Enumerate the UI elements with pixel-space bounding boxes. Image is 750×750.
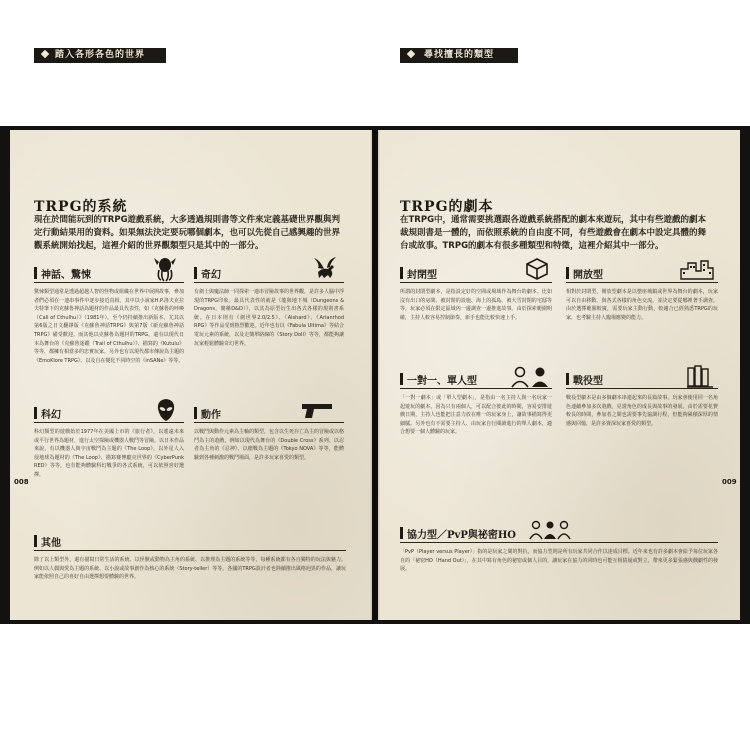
section-other <box>34 532 346 582</box>
section-campaign-title: 戰役型 <box>573 376 603 387</box>
cube-icon <box>526 258 548 280</box>
one-on-one-icon <box>510 366 550 388</box>
left-page-number: 008 <box>14 478 29 486</box>
section-action-body: 以戰鬥與動作元素為主軸的類型，包含以生死存亡為主的冒險或以格鬥為主的遊戲，例如以現代為舞台的《Double Cross》系列、以忍者為主角的《忍神》、以槍戰為主題的《Tokyo NOVA》等等，能體驗到各種刺激的戰鬥場面，是許多玩家喜愛的類型。 <box>194 429 345 461</box>
left-intro: 現在於間能玩到的TRPG遊戲系統，大多透過規則書等文件來定義基礎世界觀與判定行動結果用的資料。如果無法決定要玩哪個劇本，也可以先從自己感興趣的世界觀系統開始找起，這裡介紹的世界觀類型只是其中的一部分。 <box>34 215 341 251</box>
section-closed-title: 封閉型 <box>407 270 437 281</box>
section-open-title: 開放型 <box>573 270 603 281</box>
left-heading: TRPG的系統 <box>34 199 128 215</box>
section-coop-body: 「PvP（Player versus Player）」指的是玩家之間的對抗，而協力型則是所有玩家共同合作以達成目標。近年來也有許多劇本會給予每位玩家各自的「祕密HO（Hand Out）」，在其中寫有角色的祕密或個人目的，讓玩家在協力的同時也可能互相猜疑或對立，帶來更多緊張感與戲劇性的發展。 <box>400 549 718 573</box>
pistol-icon <box>300 402 334 420</box>
right-intro: 在TRPG中，通常需要挑選跟各遊戲系統搭配的劇本來遊玩，其中有些遊戲的劇本裁規則書是一體的，而依照系統的自由度不同，有些遊戲會在劇本中設定具體的舞台或故事。TRPG的劇本有很多種類型和特徵，這裡介紹其中一部分。 <box>400 215 707 251</box>
section-other-title: 其他 <box>41 538 61 549</box>
pegasus-icon <box>312 256 340 280</box>
cthulhu-icon <box>152 256 178 282</box>
section-scifi-title: 科幻 <box>41 410 61 421</box>
city-icon <box>680 260 714 280</box>
section-fantasy-title: 奇幻 <box>201 270 221 281</box>
right-page-number: 009 <box>722 478 737 486</box>
book-gutter <box>370 130 380 620</box>
section-myth-body: 驚悚類型通常是透過超越人智的怪物或組織在世界中展開故事，參加者們必須在一連串事件中逐步接近真相。其中以小說家H.P.洛夫克拉夫特筆下的克蘇魯神話為題材的作品最具代表性，如《克蘇魯的呼喚（Call of Cthulhu）》（1981年）。至今仍持續推出新版本，尤其以第6版之日文翻譯版《克蘇魯神話TRPG》與第7版《新克蘇魯神話TRPG》備受歡迎。而其他以克蘇魯為題材的TRPG，還有以現代日本為舞台的《克蘇魯迷蹤（Trail of Cthulhu）》、描寫的《Kutulu》等等，都擁有相當多的忠實玩家。另外也有以現代都市傳說為主題的《EmoKlore TRPG》、以及自在變化不同時空的《inSANe》等等。 <box>34 289 185 364</box>
left-banner <box>34 48 166 63</box>
section-open-body: 相對於封閉型，開放型劇本是以整座城鎮或世界為舞台的劇本，玩家可以自由移動、與各式各樣的角色交流，並決定要從哪裡著手調查。由於選擇範圍較廣，需要玩家主動行動，較適合已經熟悉TRPG的玩家，也考驗主持人臨場應變的能力。 <box>566 289 718 321</box>
section-myth-title: 神話、驚悚 <box>41 270 91 281</box>
section-scifi-body: 科幻類型的遊戲始於1977年在美國上市的《旅行者》，以遙遠未來或平行世界為題材，進行太空探險或機器人戰鬥等冒險。以日本作品來說，有以機器人與宇宙戰鬥為主題的《The Loop》，以外星人入侵地球為題材的《The Loop》、描寫賽博龐克世界的《CyberPunk RED》等等，也有能夠體驗科幻戰爭的各式系統，可以依照喜好選擇。 <box>34 429 185 478</box>
right-banner-text: 尋找擅長的類型 <box>423 50 494 60</box>
left-banner-text: 踏入各形各色的世界 <box>54 50 145 60</box>
section-other-body: 除了以上類型外，還有描寫日常生活的系統、以怪獸或動物為主角的系統、以推理為主題的系統等等，每種系統都有各自獨特的玩法與魅力。例如以人偶與愛為主題的系統、以小說或故事創作為核心的系統（Story-teller）等等。各國的TRPG設計者也陸續推出風格迥異的作品，讓玩家能依照自己的喜好自由選擇想要體驗的世界。 <box>34 557 346 581</box>
section-one-on-one-body: 「一對一劇本」或「單人型劇本」，是指由一名主持人與一名玩家一起遊玩的劇本。因為只有兩個人，可以配合彼此的時間，容易安排遊戲日期，主持人也能把注意力放在唯一的玩家身上，讓故事描寫得更細膩。另外也有不需要主持人、由玩家自行閱讀進行的單人劇本，適合想要一個人體驗的玩家。 <box>400 395 552 436</box>
section-one-on-one-title: 一對一、單人型 <box>407 376 477 387</box>
section-coop-title: 協力型／PvP與祕密HO <box>407 530 517 541</box>
section-fantasy-body: 有劍士與魔法師一同探索一連串冒險故事的世界觀，是許多人腦中浮現的TRPG印象。最具代表性的就是《龍與地下城（Dungeons & Dragons，簡稱D&D）》，以其為原型衍生出各式各樣的規則書系統。在日本則有《劍世界2.0/2.5》、《Alshard》、《Arianrhod RPG》等作品受到熱烈歡迎。近年也有以《Fabula Ultima》等結合電玩元素的系統，以及走簡單路線的《Story Doll》等等，都能夠讓玩家輕鬆體驗奇幻世界。 <box>194 289 345 347</box>
group-icon <box>528 520 572 540</box>
books-icon <box>686 364 714 388</box>
right-heading: TRPG的劇本 <box>400 199 494 215</box>
section-closed-body: 所謂的封閉型劇本，是指設定好的空間或場域作為舞台的劇本。比如沒有出口的房間、被封閉的設施、海上的孤島、被大雪封閉的宅邸等等，玩家必須在限定區域內一邊調查一邊推進故事。由於探索範圍明確，主持人較容易控制節奏，新手也能比較快速上手。 <box>400 289 552 321</box>
section-action-title: 動作 <box>201 410 221 421</box>
right-banner <box>400 48 518 63</box>
alien-icon <box>156 398 176 422</box>
section-campaign-body: 戰役型劇本是由多個劇本串連起來的長篇故事。玩家會使用同一名角色連續參加多次遊戲，見證角色的成長與故事的發展。由於需要花費較長的時間，參加者之間也需要事先協調行程，但能夠累積深厚的情感與回憶，是許多資深玩家喜愛的類型。 <box>566 395 718 427</box>
